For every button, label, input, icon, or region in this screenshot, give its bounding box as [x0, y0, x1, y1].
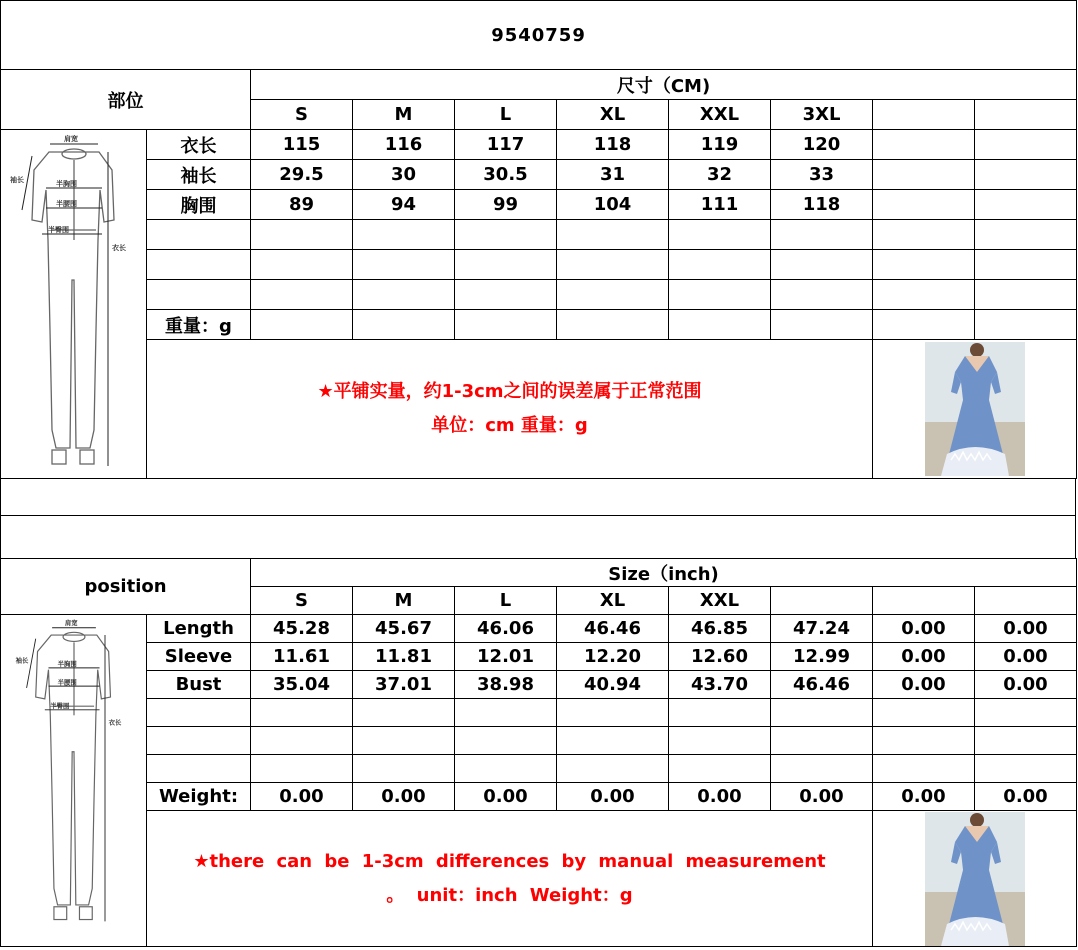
cell-value: 118 — [557, 130, 669, 160]
note-line-2: 单位：cm 重量：g — [431, 415, 588, 436]
cell-value: 38.98 — [455, 671, 557, 699]
cell-value — [557, 755, 669, 783]
cell-value: 46.46 — [771, 671, 873, 699]
cell-value — [353, 727, 455, 755]
diagram-label-length: 衣长 — [111, 244, 126, 252]
table-row — [1, 250, 1077, 280]
size-table-inch — [0, 558, 1077, 947]
diagram-label-sleeve: 袖长 — [9, 176, 24, 184]
cell-value: 0.00 — [975, 615, 1077, 643]
cell-value — [251, 280, 353, 310]
cell-value — [873, 699, 975, 727]
size-col-header — [975, 587, 1077, 615]
cell-value: 46.85 — [669, 615, 771, 643]
weight-value — [557, 310, 669, 340]
size-header-inch: Size（inch) — [251, 559, 1077, 587]
size-header-cm: 尺寸（CM) — [251, 70, 1077, 100]
cell-value — [669, 727, 771, 755]
cell-value: 12.99 — [771, 643, 873, 671]
weight-value: 0.00 — [557, 783, 669, 811]
weight-row — [1, 310, 1077, 340]
cell-value — [353, 220, 455, 250]
section-gap — [0, 478, 1076, 516]
size-col-header: XXL — [669, 100, 771, 130]
cell-value — [557, 699, 669, 727]
cell-value — [251, 250, 353, 280]
size-col-header — [873, 587, 975, 615]
cell-value — [557, 727, 669, 755]
cell-value: 0.00 — [873, 643, 975, 671]
weight-value — [455, 310, 557, 340]
table-row — [1, 727, 1077, 755]
row-label — [147, 250, 251, 280]
garment-diagram — [1, 130, 147, 479]
row-label: 衣长 — [147, 130, 251, 160]
position-label: position — [1, 559, 251, 615]
cell-value — [873, 160, 975, 190]
cell-value: 32 — [669, 160, 771, 190]
weight-value: 0.00 — [975, 783, 1077, 811]
section-gap-blank — [0, 516, 1076, 558]
weight-value: 0.00 — [455, 783, 557, 811]
size-col-header: XL — [557, 100, 669, 130]
cell-value: 29.5 — [251, 160, 353, 190]
row-label — [147, 220, 251, 250]
size-col-header: L — [455, 587, 557, 615]
cell-value — [669, 250, 771, 280]
part-label: 部位 — [1, 70, 251, 130]
cell-value — [873, 280, 975, 310]
product-photo — [873, 811, 1077, 947]
weight-value: 0.00 — [353, 783, 455, 811]
cell-value: 45.28 — [251, 615, 353, 643]
cell-value — [251, 755, 353, 783]
note-line-1: ★there can be 1-3cm differences by manual measurement — [193, 850, 826, 872]
weight-value: 0.00 — [873, 783, 975, 811]
cell-value: 12.20 — [557, 643, 669, 671]
cell-value — [455, 699, 557, 727]
diagram-label-sleeve: 袖长 — [15, 656, 28, 665]
cell-value — [455, 727, 557, 755]
size-col-header: S — [251, 587, 353, 615]
cell-value — [771, 280, 873, 310]
size-col-header — [975, 100, 1077, 130]
product-photo — [873, 340, 1077, 479]
weight-value — [873, 310, 975, 340]
cell-value — [669, 755, 771, 783]
row-label: 袖长 — [147, 160, 251, 190]
row-label — [147, 699, 251, 727]
dress-photo-icon — [925, 812, 1025, 946]
row-label: Length — [147, 615, 251, 643]
row-label: Bust — [147, 671, 251, 699]
cell-value: 120 — [771, 130, 873, 160]
cell-value — [669, 280, 771, 310]
weight-value — [771, 310, 873, 340]
cell-value: 117 — [455, 130, 557, 160]
size-col-header — [873, 100, 975, 130]
cell-value — [975, 280, 1077, 310]
size-col-header: XXL — [669, 587, 771, 615]
weight-row — [1, 783, 1077, 811]
table-row — [1, 699, 1077, 727]
cell-value — [771, 755, 873, 783]
cell-value — [873, 220, 975, 250]
cell-value — [873, 130, 975, 160]
cell-value — [557, 280, 669, 310]
product-code-title: 9540759 — [1, 1, 1077, 70]
table-row — [1, 643, 1077, 671]
cell-value — [975, 727, 1077, 755]
cell-value — [669, 220, 771, 250]
cell-value — [353, 755, 455, 783]
cell-value — [771, 220, 873, 250]
size-col-header: 3XL — [771, 100, 873, 130]
weight-label: Weight: — [147, 783, 251, 811]
cell-value — [975, 160, 1077, 190]
row-label — [147, 727, 251, 755]
cell-value — [669, 699, 771, 727]
note-line-1: ★平铺实量，约1-3cm之间的误差属于正常范围 — [317, 381, 702, 402]
diagram-label-hem: 半臀围 — [49, 702, 69, 710]
cell-value: 11.61 — [251, 643, 353, 671]
cell-value: 43.70 — [669, 671, 771, 699]
jumpsuit-outline-icon — [4, 615, 144, 925]
cell-value: 46.46 — [557, 615, 669, 643]
weight-value — [353, 310, 455, 340]
cell-value: 33 — [771, 160, 873, 190]
diagram-label-waist: 半腰围 — [57, 678, 77, 687]
cell-value — [771, 727, 873, 755]
cell-value — [557, 220, 669, 250]
cell-value: 35.04 — [251, 671, 353, 699]
row-label — [147, 280, 251, 310]
measurement-note-cn — [147, 340, 873, 479]
cell-value — [873, 727, 975, 755]
cell-value: 111 — [669, 190, 771, 220]
weight-value — [251, 310, 353, 340]
cell-value: 47.24 — [771, 615, 873, 643]
size-col-header: M — [353, 587, 455, 615]
row-label: 胸围 — [147, 190, 251, 220]
cell-value: 89 — [251, 190, 353, 220]
dress-photo-icon — [925, 342, 1025, 476]
cell-value — [771, 250, 873, 280]
table-row — [1, 280, 1077, 310]
weight-value — [975, 310, 1077, 340]
cell-value — [251, 220, 353, 250]
weight-label: 重量：g — [147, 310, 251, 340]
table-row — [1, 615, 1077, 643]
cell-value: 104 — [557, 190, 669, 220]
cell-value — [873, 190, 975, 220]
cell-value: 30.5 — [455, 160, 557, 190]
table-row — [1, 160, 1077, 190]
cell-value: 30 — [353, 160, 455, 190]
table-row — [1, 130, 1077, 160]
size-col-header: XL — [557, 587, 669, 615]
cell-value: 31 — [557, 160, 669, 190]
cell-value — [557, 250, 669, 280]
weight-value — [669, 310, 771, 340]
diagram-label-length: 衣长 — [108, 718, 121, 727]
cell-value — [975, 130, 1077, 160]
cell-value: 40.94 — [557, 671, 669, 699]
row-label: Sleeve — [147, 643, 251, 671]
garment-diagram — [1, 615, 147, 947]
diagram-label-chest: 半胸围 — [57, 660, 77, 669]
cell-value — [975, 250, 1077, 280]
diagram-label-shoulder: 肩宽 — [64, 619, 78, 628]
cell-value — [251, 699, 353, 727]
cell-value: 0.00 — [873, 671, 975, 699]
table-row — [1, 755, 1077, 783]
cell-value: 115 — [251, 130, 353, 160]
cell-value — [251, 727, 353, 755]
weight-value: 0.00 — [669, 783, 771, 811]
cell-value — [455, 250, 557, 280]
cell-value: 37.01 — [353, 671, 455, 699]
weight-value: 0.00 — [771, 783, 873, 811]
cell-value — [771, 699, 873, 727]
cell-value — [455, 280, 557, 310]
cell-value: 119 — [669, 130, 771, 160]
cell-value: 46.06 — [455, 615, 557, 643]
measurement-note-en — [147, 811, 873, 947]
note-line-2: 。 unit：inch Weight：g — [386, 884, 633, 906]
cell-value — [455, 220, 557, 250]
diagram-label-chest: 半胸围 — [55, 180, 77, 188]
cell-value — [975, 755, 1077, 783]
table-row — [1, 671, 1077, 699]
size-col-header: S — [251, 100, 353, 130]
cell-value — [353, 280, 455, 310]
diagram-label-waist: 半腰围 — [55, 200, 77, 208]
diagram-label-shoulder: 肩宽 — [63, 135, 78, 143]
cell-value — [873, 250, 975, 280]
diagram-label-hem: 半臀围 — [47, 226, 69, 234]
table-row — [1, 190, 1077, 220]
cell-value — [975, 699, 1077, 727]
cell-value: 0.00 — [975, 671, 1077, 699]
row-label — [147, 755, 251, 783]
cell-value: 0.00 — [873, 615, 975, 643]
size-col-header — [771, 587, 873, 615]
cell-value: 12.60 — [669, 643, 771, 671]
cell-value: 12.01 — [455, 643, 557, 671]
cell-value — [873, 755, 975, 783]
cell-value: 11.81 — [353, 643, 455, 671]
weight-value: 0.00 — [251, 783, 353, 811]
size-col-header: L — [455, 100, 557, 130]
cell-value: 0.00 — [975, 643, 1077, 671]
cell-value — [975, 220, 1077, 250]
cell-value: 99 — [455, 190, 557, 220]
cell-value — [455, 755, 557, 783]
cell-value: 94 — [353, 190, 455, 220]
cell-value — [353, 699, 455, 727]
cell-value: 116 — [353, 130, 455, 160]
cell-value: 45.67 — [353, 615, 455, 643]
jumpsuit-outline-icon — [4, 130, 144, 470]
size-col-header: M — [353, 100, 455, 130]
table-row — [1, 220, 1077, 250]
cell-value — [353, 250, 455, 280]
cell-value: 118 — [771, 190, 873, 220]
cell-value — [975, 190, 1077, 220]
